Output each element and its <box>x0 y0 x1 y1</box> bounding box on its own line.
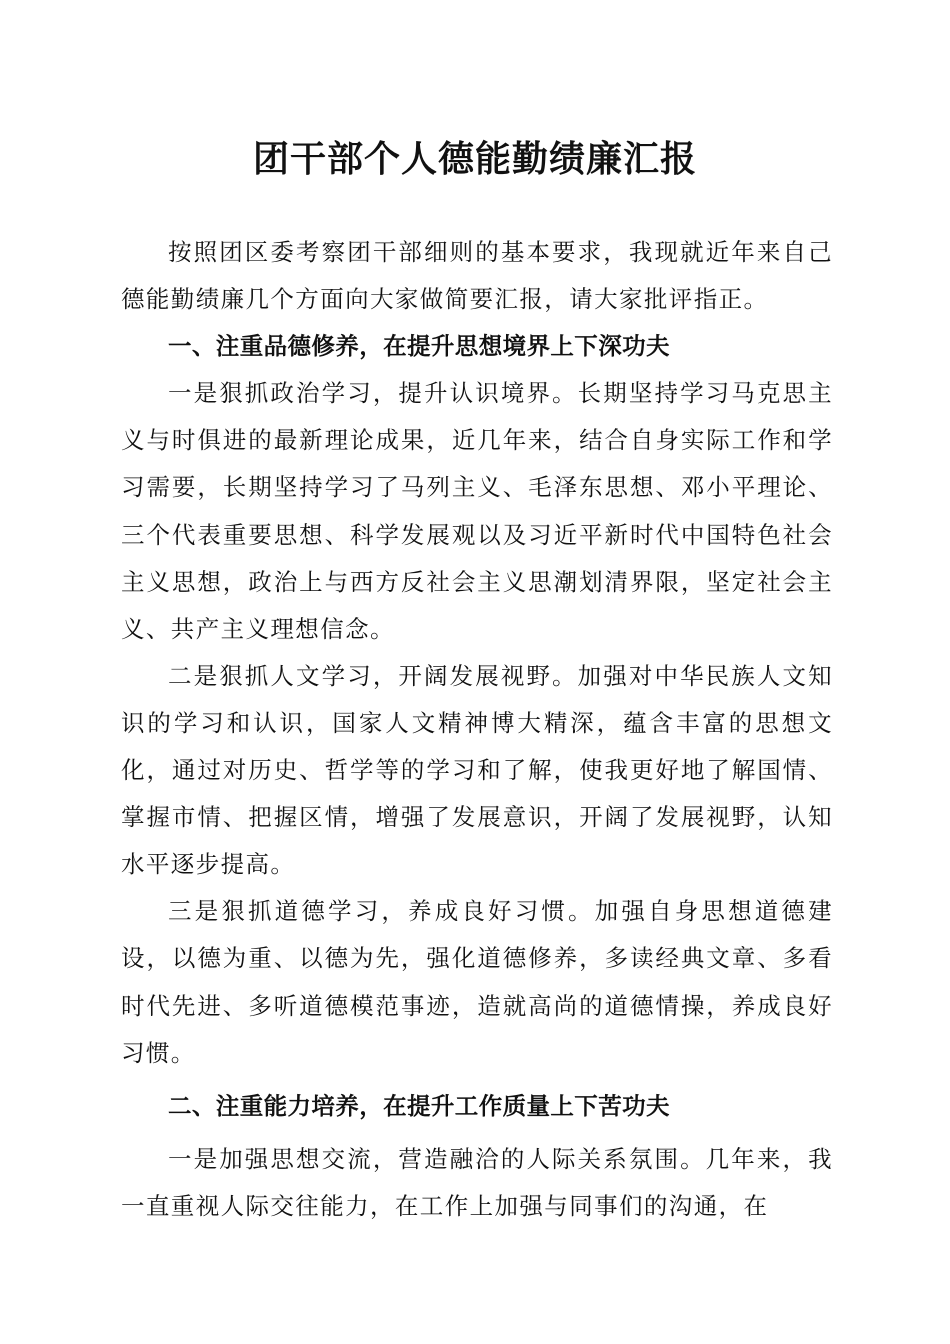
paragraph-humanities-study: 二是狠抓人文学习，开阔发展视野。加强对中华民族人文知识的学习和认识，国家人文精神博大精深，蕴含丰富的思想文化，通过对历史、哲学等的学习和了解，使我更好地了解国情、掌握市情、把握区情，增强了发展意识，开阔了发展视野，认知水平逐步提高。 <box>121 661 833 879</box>
document-title: 团干部个人德能勤绩廉汇报 <box>252 139 697 180</box>
document-body <box>121 229 833 1230</box>
paragraph-moral-study: 三是狠抓道德学习，养成良好习惯。加强自身思想道德建设，以德为重、以德为先，强化道德修养，多读经典文章、多看时代先进、多听道德模范事迹，造就高尚的道德情操，养成良好习惯。 <box>121 897 833 1067</box>
intro-paragraph: 按照团区委考察团干部细则的基本要求，我现就近年来自己德能勤绩廉几个方面向大家做简要汇报，请大家批评指正。 <box>121 238 833 314</box>
section-heading-1: 一、注重品德修养，在提升思想境界上下深功夫 <box>168 332 670 361</box>
paragraph-political-study: 一是狠抓政治学习，提升认识境界。长期坚持学习马克思主义与时俱进的最新理论成果，近几年来，结合自身实际工作和学习需要，长期坚持学习了马列主义、毛泽东思想、邓小平理论、三个代表重要思想、科学发展观以及习近平新时代中国特色社会主义思想，政治上与西方反社会主义思潮划清界限，坚定社会主义、共产主义理想信念。 <box>121 379 833 643</box>
paragraph-communication: 一是加强思想交流，营造融洽的人际关系氛围。几年来，我一直重视人际交往能力，在工作上加强与同事们的沟通，在 <box>121 1144 833 1220</box>
section-heading-2: 二、注重能力培养，在提升工作质量上下苦功夫 <box>168 1091 670 1120</box>
